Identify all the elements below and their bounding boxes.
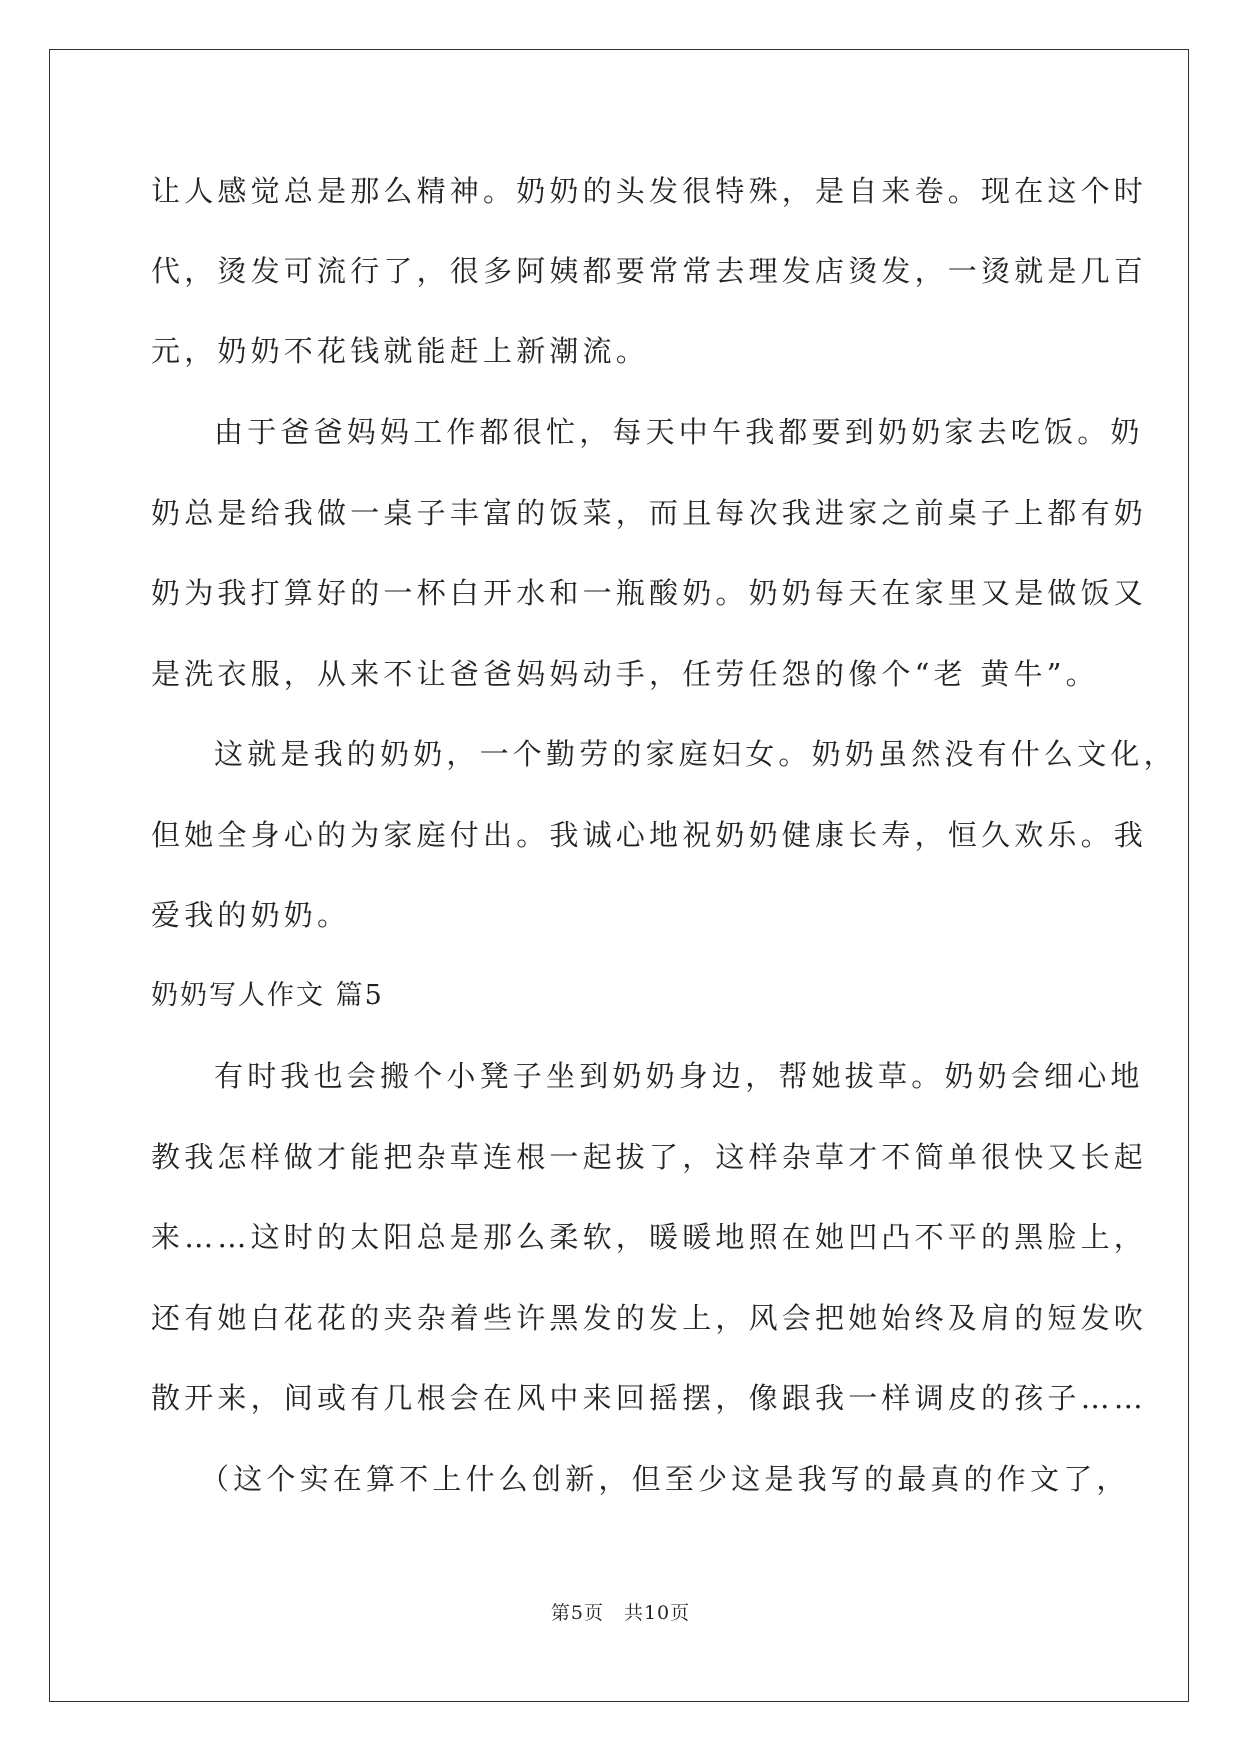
text-line: 奶为我打算好的一杯白开水和一瓶酸奶。奶奶每天在家里又是做饭又 [151,576,1148,610]
page-border [49,49,1189,1702]
paragraph-first-line: （这个实在算不上什么创新，但至少这是我写的最真的作文了， [200,1462,1130,1496]
text-line: 让人感觉总是那么精神。奶奶的头发很特殊，是自来卷。现在这个时 [151,174,1148,208]
section-heading: 奶奶写人作文 篇5 [151,980,384,1011]
page-footer: 第5页 共10页 [550,1602,691,1624]
text-line: 但她全身心的为家庭付出。我诚心地祝奶奶健康长寿，恒久欢乐。我 [151,818,1148,852]
text-line: 是洗衣服，从来不让爸爸妈妈动手，任劳任怨的像个“老 黄牛”。 [151,657,1099,691]
text-line: 来……这时的太阳总是那么柔软，暖暖地照在她凹凸不平的黑脸上， [151,1220,1148,1254]
text-line: 还有她白花花的夹杂着些许黑发的发上，风会把她始终及肩的短发吹 [151,1301,1148,1335]
paragraph-first-line: 有时我也会搬个小凳子坐到奶奶身边，帮她拔草。奶奶会细心地 [214,1059,1144,1093]
paragraph-first-line: 这就是我的奶奶，一个勤劳的家庭妇女。奶奶虽然没有什么文化， [214,737,1177,771]
text-line: 元，奶奶不花钱就能赶上新潮流。 [151,334,650,368]
text-line: 代，烫发可流行了，很多阿姨都要常常去理发店烫发，一烫就是几百 [151,254,1148,288]
text-line: 奶总是给我做一桌子丰富的饭菜，而且每次我进家之前桌子上都有奶 [151,496,1148,530]
text-line: 教我怎样做才能把杂草连根一起拔了，这样杂草才不简单很快又长起 [151,1140,1148,1174]
text-line: 散开来，间或有几根会在风中来回摇摆，像跟我一样调皮的孩子…… [151,1381,1148,1415]
text-line: 爱我的奶奶。 [151,898,351,932]
paragraph-first-line: 由于爸爸妈妈工作都很忙，每天中午我都要到奶奶家去吃饭。奶 [214,415,1144,449]
